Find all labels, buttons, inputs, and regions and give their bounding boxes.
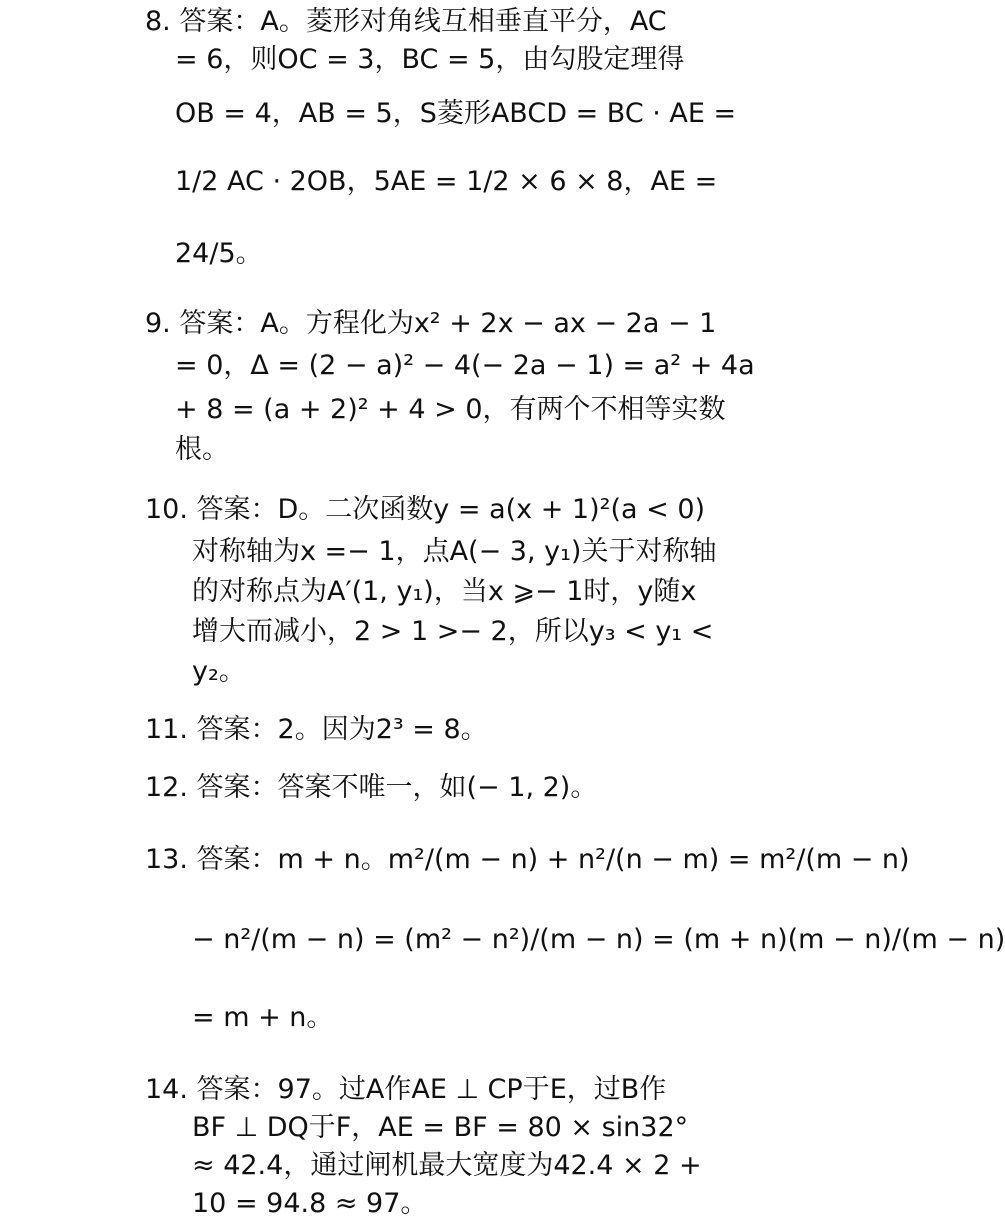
answer-14-line-2: BF ⊥ DQ于F，AE = BF = 80 × sin32° — [192, 1112, 689, 1143]
answer-13-line-2: − n²/(m − n) = (m² − n²)/(m − n) = (m + n)(m − n)/(m − n) — [192, 924, 1005, 955]
answer-11-line-1: 11. 答案：2。因为2³ = 8。 — [145, 714, 488, 745]
answer-8-line-2: = 6，则OC = 3，BC = 5，由勾股定理得 — [175, 44, 685, 75]
answer-10-line-4: 增大而减小，2 > 1 >− 2，所以y₃ < y₁ < — [192, 616, 714, 647]
answer-10-line-5: y₂。 — [192, 656, 246, 687]
answer-10-line-2: 对称轴为x =− 1，点A(− 3, y₁)关于对称轴 — [192, 536, 717, 567]
answer-9-line-4: 根。 — [175, 434, 229, 465]
answer-9-line-1: 9. 答案：A。方程化为x² + 2x − ax − 2a − 1 — [145, 308, 717, 339]
answer-8-line-3: OB = 4，AB = 5，S菱形ABCD = BC · AE = — [175, 98, 737, 129]
answer-14-line-4: 10 = 94.8 ≈ 97。 — [192, 1188, 428, 1219]
answer-8-line-5: 24/5。 — [175, 238, 263, 269]
answer-9-line-2: = 0，Δ = (2 − a)² − 4(− 2a − 1) = a² + 4a — [175, 350, 755, 381]
answer-12-line-1: 12. 答案：答案不唯一，如(− 1, 2)。 — [145, 772, 598, 803]
answer-8-line-4: 1/2 AC · 2OB，5AE = 1/2 × 6 × 8，AE = — [175, 166, 718, 197]
answer-10-line-3: 的对称点为A′(1, y₁)，当x ⩾− 1时，y随x — [192, 576, 697, 607]
answer-14-line-3: ≈ 42.4，通过闸机最大宽度为42.4 × 2 + — [192, 1150, 702, 1181]
answer-14-line-1: 14. 答案：97。过A作AE ⊥ CP于E，过B作 — [145, 1074, 667, 1105]
answer-13-line-1: 13. 答案：m + n。m²/(m − n) + n²/(n − m) = m²/(m − n) — [145, 844, 910, 875]
answer-9-line-3: + 8 = (a + 2)² + 4 > 0，有两个不相等实数 — [175, 394, 726, 425]
answer-10-line-1: 10. 答案：D。二次函数y = a(x + 1)²(a < 0) — [145, 494, 706, 525]
answer-8-line-1: 8. 答案：A。菱形对角线互相垂直平分，AC — [145, 6, 667, 37]
answer-13-line-3: = m + n。 — [192, 1002, 334, 1033]
